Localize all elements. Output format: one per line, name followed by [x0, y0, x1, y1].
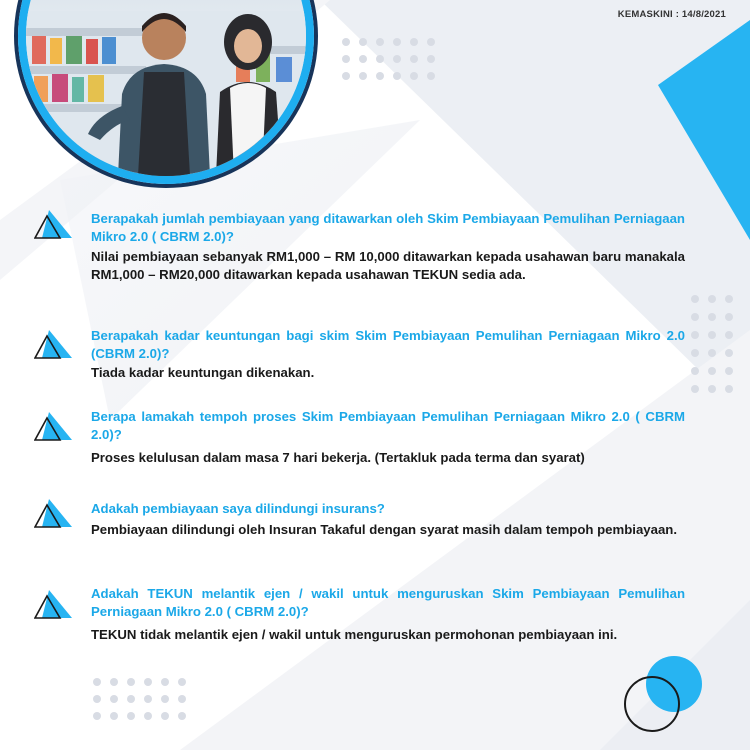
triangle-icon: [34, 328, 74, 360]
updated-date: KEMASKINI : 14/8/2021: [617, 9, 726, 20]
faq-question: Adakah pembiayaan saya dilindungi insurans?: [91, 501, 385, 516]
triangle-icon: [34, 588, 74, 620]
triangle-icon: [34, 497, 74, 529]
faq-question: Adakah TEKUN melantik ejen / wakil untuk menguruskan Skim Pembiayaan Pemulihan Perniagaan Mikro 2.0 ( CBRM 2.0)?: [91, 586, 685, 619]
shop-photo-icon: [26, 0, 306, 176]
triangle-icon: [34, 410, 74, 442]
shop-photo: [18, 0, 314, 184]
faq-answer: Proses kelulusan dalam masa 7 hari bekerja. (Tertakluk pada terma dan syarat): [91, 450, 585, 465]
faq-answer: Pembiayaan dilindungi oleh Insuran Takaful dengan syarat masih dalam tempoh pembiayaan.: [91, 522, 678, 537]
faq-answer: Tiada kadar keuntungan dikenakan.: [91, 365, 315, 380]
faq-answer: TEKUN tidak melantik ejen / wakil untuk menguruskan permohonan pembiayaan ini.: [91, 627, 618, 642]
faq-answer: Nilai pembiayaan sebanyak RM1,000 – RM 10,000 ditawarkan kepada usahawan baru manakala RM1,000 – RM20,000 ditawarkan kepada usahawan TEKUN sedia ada.: [91, 249, 685, 282]
faq-question: Berapakah kadar keuntungan bagi skim Skim Pembiayaan Pemulihan Perniagaan Mikro 2.0 (CBRM 2.0)?: [91, 328, 685, 361]
faq-question: Berapakah jumlah pembiayaan yang ditawarkan oleh Skim Pembiayaan Pemulihan Perniagaan Mikro 2.0 ( CBRM 2.0)?: [91, 211, 685, 244]
faq-question: Berapa lamakah tempoh proses Skim Pembiayaan Pemulihan Perniagaan Mikro 2.0 ( CBRM 2.0)?: [91, 409, 685, 442]
triangle-icon: [34, 208, 74, 240]
circles-decoration-icon: [618, 654, 708, 744]
